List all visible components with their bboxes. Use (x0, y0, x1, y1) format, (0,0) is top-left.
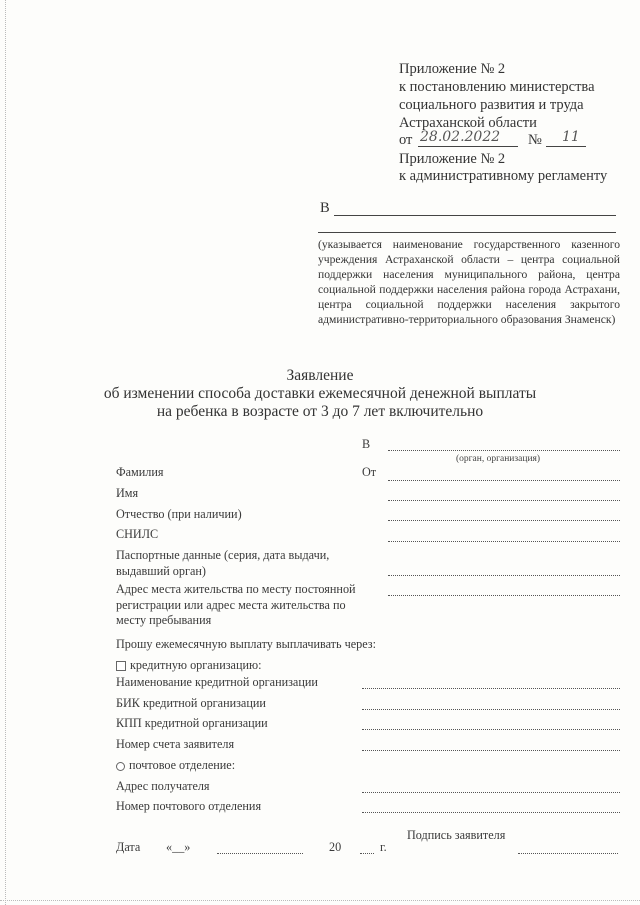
appendix-label-2: Приложение № 2 (399, 151, 506, 167)
address-label-3: месту пребывания (116, 613, 212, 627)
date-label: Дата (116, 840, 141, 854)
passport-label-2: выдавший орган) (116, 564, 206, 578)
name-field[interactable] (388, 500, 620, 501)
number-prefix: № (528, 132, 542, 148)
recipient-field-line-2[interactable] (318, 232, 616, 233)
recipient-field-line-1[interactable] (334, 215, 616, 216)
post-office-label: Номер почтового отделения (116, 799, 262, 813)
account-label: Номер счета заявителя (116, 737, 235, 751)
surname-field[interactable] (388, 480, 620, 481)
passport-field[interactable] (388, 575, 620, 576)
option-credit[interactable] (116, 658, 261, 673)
address-field[interactable] (388, 595, 620, 596)
regulation-line: к административному регламенту (399, 168, 608, 184)
number-underline (546, 146, 586, 147)
snils-field[interactable] (388, 541, 620, 542)
address-label-1: Адрес места жительства по месту постоянной (116, 582, 356, 596)
signature-field[interactable] (518, 853, 618, 854)
payment-request: Прошу ежемесячную выплату выплачивать через: (116, 637, 377, 651)
recipient-address-label: Адрес получателя (116, 779, 210, 793)
option-post-label: почтовое отделение: (129, 758, 236, 772)
bik-label: БИК кредитной организации (116, 696, 266, 710)
recipient-address-field[interactable] (362, 792, 620, 793)
post-office-field[interactable] (362, 812, 620, 813)
option-post[interactable] (116, 758, 235, 773)
page-edge-bottom (0, 900, 640, 901)
recipient-to-label: В (320, 200, 330, 216)
decree-line: к постановлению министерства (399, 79, 595, 95)
ministry-line: социального развития и труда (399, 97, 584, 113)
post-checkbox[interactable] (116, 762, 125, 771)
recipient-note: (указывается наименование государственного казенного учреждения Астраханской области – центра социальной поддержки населения муниципального района, центра социальной поддержки населения района города Астрахани, центра социальной поддержки населения закрытого административно-территориального образования Знаменск) (318, 238, 620, 327)
passport-label-1: Паспортные данные (серия, дата выдачи, (116, 548, 330, 562)
signature-label: Подпись заявителя (407, 828, 506, 842)
year-field[interactable] (360, 853, 374, 854)
document-title: Заявление (286, 367, 354, 384)
name-label: Имя (116, 486, 139, 500)
kpp-label: КПП кредитной организации (116, 716, 268, 730)
date-month-field[interactable] (217, 853, 303, 854)
appendix-label: Приложение № 2 (399, 61, 506, 77)
document-subtitle-1: об изменении способа доставки ежемесячной денежной выплаты (103, 385, 537, 402)
patronymic-label: Отчество (при наличии) (116, 507, 242, 521)
patronymic-field[interactable] (388, 520, 620, 521)
address-label-2: регистрации или адрес места жительства по (116, 598, 346, 612)
credit-checkbox[interactable] (116, 661, 126, 671)
form-to-label: В (362, 437, 371, 451)
document-subtitle-2: на ребенка в возрасте от 3 до 7 лет включительно (156, 403, 484, 420)
account-field[interactable] (362, 750, 620, 751)
bik-field[interactable] (362, 709, 620, 710)
org-caption: (орган, организация) (456, 454, 541, 464)
year-prefix: 20 (329, 840, 342, 854)
bank-name-label: Наименование кредитной организации (116, 675, 318, 689)
option-credit-label: кредитную организацию: (130, 658, 262, 672)
region-line: Астраханской области (399, 115, 537, 131)
handwritten-date: 28.02.2022 (420, 129, 501, 145)
date-day[interactable]: «__» (166, 840, 191, 854)
handwritten-number: 11 (562, 129, 580, 145)
kpp-field[interactable] (362, 729, 620, 730)
page-edge-left (5, 0, 6, 905)
org-field[interactable] (388, 450, 620, 451)
date-underline (418, 146, 518, 147)
surname-label: Фамилия (116, 465, 164, 479)
snils-label: СНИЛС (116, 527, 159, 541)
date-prefix: от (399, 132, 413, 148)
bank-name-field[interactable] (362, 688, 620, 689)
year-suffix: г. (380, 840, 387, 854)
from-label: От (362, 465, 377, 479)
